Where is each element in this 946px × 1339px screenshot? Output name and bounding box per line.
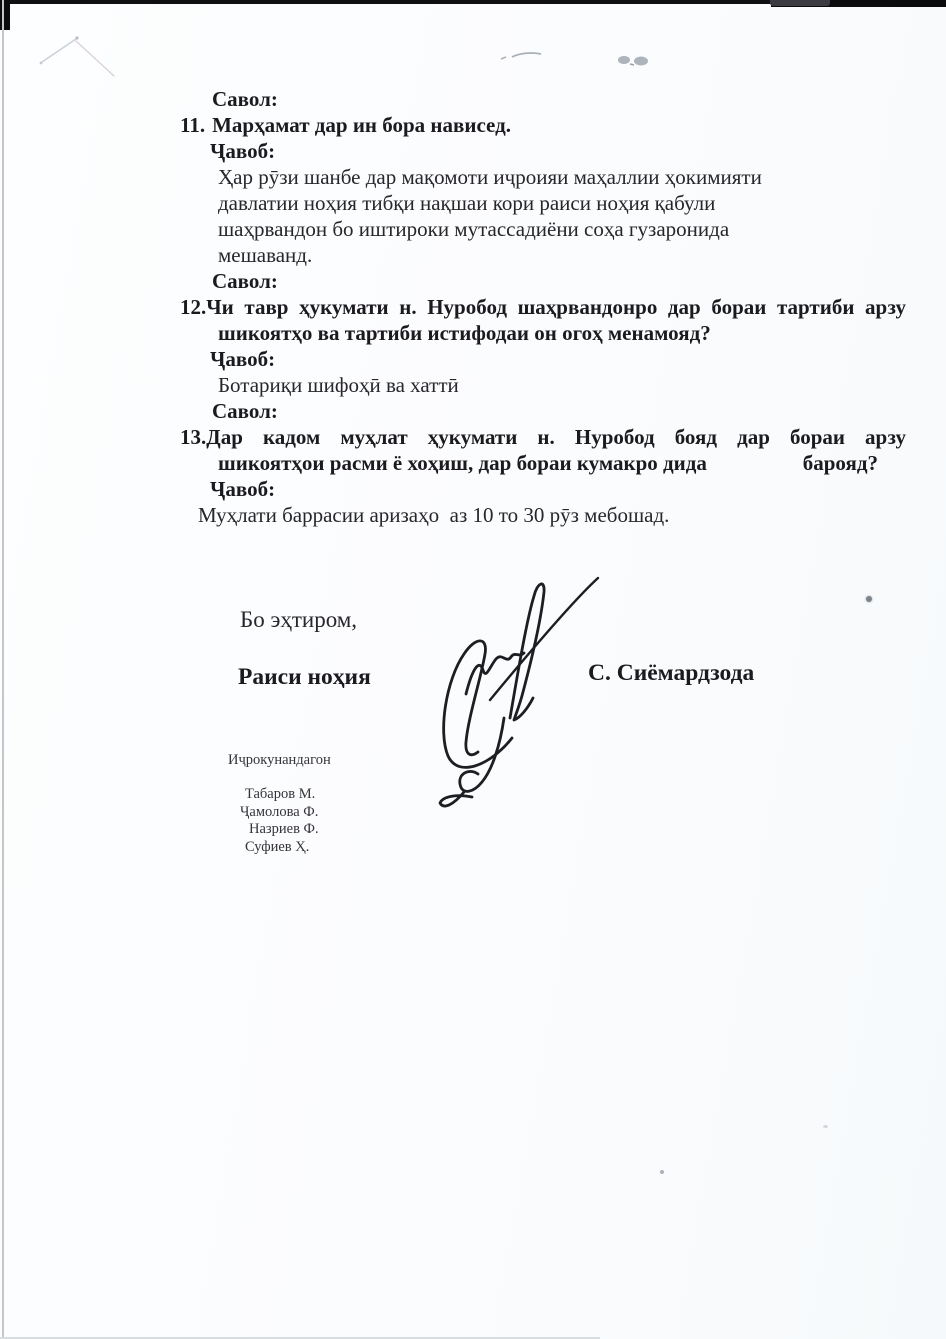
closing-signer-name: С. Сиёмардзода <box>588 660 755 686</box>
question-12-line2: шикоятҳо ва тартиби истифодаи он огоҳ менамояд? <box>218 321 711 345</box>
qa-body <box>180 86 906 528</box>
question-12-number: 12. <box>180 295 207 319</box>
executor-name: Суфиев Ҳ. <box>245 838 310 855</box>
executor-name: Ҷамолова Ф. <box>240 803 319 820</box>
answer-13: Муҳлати баррасии аризаҳо аз 10 то 30 рӯз мебошад. <box>198 503 670 527</box>
answer-11-line: мешаванд. <box>218 243 313 267</box>
question-11-number: 11. <box>180 113 206 137</box>
question-11-text: Марҳамат дар ин бора нависед. <box>212 113 511 137</box>
answer-11-line: Ҳар рӯзи шанбе дар мақомоти иҷроияи маҳаллии ҳокимияти <box>218 165 762 189</box>
answer-11-line: шаҳрвандон бо иштироки мутассадиёни соҳа гузаронида <box>218 217 730 241</box>
question-11 <box>180 112 906 138</box>
executors-heading: Иҷрокунандагон <box>228 752 331 768</box>
question-label: Савол: <box>212 87 278 111</box>
scan-left-edge <box>2 0 4 1339</box>
answer-label: Ҷавоб: <box>210 347 276 371</box>
answer-11-line: давлатии ноҳия тибқи нақшаи кори раиси ноҳия қабули <box>218 191 716 215</box>
executor-name: Табаров М. <box>245 786 316 802</box>
scan-smudge-left <box>498 50 544 62</box>
ink-dot <box>866 596 872 602</box>
executor-name: Назриев Ф. <box>249 821 319 837</box>
scan-speck <box>660 1170 664 1174</box>
question-13-line1: 13.Дар кадом муҳлат ҳукумати н. Нуробод бояд дар бораи арзу <box>180 425 906 449</box>
scan-speck <box>823 1125 828 1128</box>
executors-list <box>240 786 319 856</box>
question-label: Савол: <box>212 269 278 293</box>
answer-label: Ҷавоб: <box>210 477 276 501</box>
closing-salutation: Бо эҳтиром, <box>240 607 358 632</box>
signature-scribble <box>416 566 608 814</box>
answer-label: Ҷавоб: <box>210 139 276 163</box>
question-label: Савол: <box>212 399 278 423</box>
scan-smudge-right <box>616 52 656 68</box>
question-12-line1: 12.Чи тавр ҳукумати н. Нуробод шаҳрвандонро дар бораи тартиби арзу <box>180 295 906 319</box>
closing-title: Раиси ноҳия <box>238 664 371 690</box>
question-13-number: 13. <box>180 425 207 449</box>
scan-top-edge-smudge <box>770 0 830 6</box>
pencil-mark <box>28 30 128 88</box>
answer-12: Ботариқи шифоҳӣ ва хаттӣ <box>218 373 459 397</box>
question-13-line2: шикоятҳои расми ё хоҳиш, дар бораи кумакро дида барояд? <box>218 451 878 475</box>
